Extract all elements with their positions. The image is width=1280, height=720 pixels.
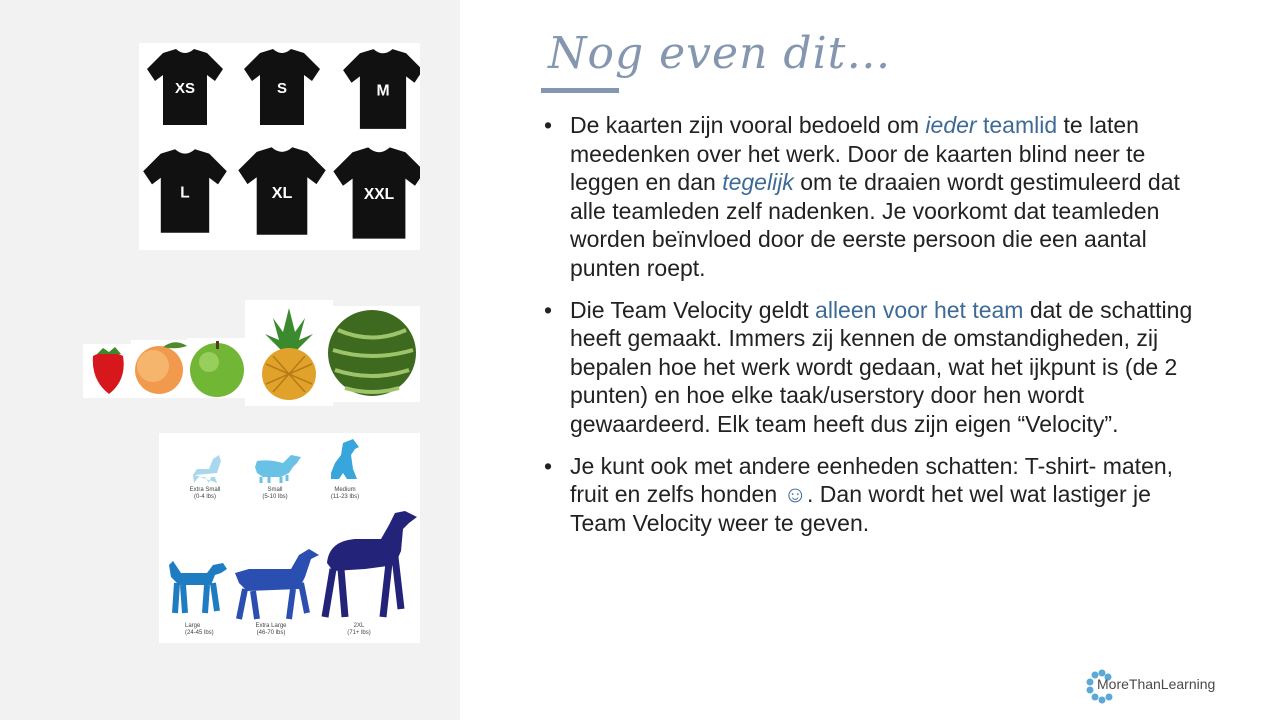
dog-extra-large [235, 549, 319, 636]
fruit-sizes-image [83, 300, 420, 406]
svg-text:(11-23 lbs): (11-23 lbs) [330, 494, 360, 500]
logo-text: MoreThanLearning [1097, 676, 1216, 692]
dog-small [255, 455, 301, 500]
svg-text:Medium: Medium [334, 487, 356, 493]
svg-text:XL: XL [271, 183, 293, 202]
dog-medium [331, 439, 359, 500]
bullet-dot: • [544, 452, 553, 479]
svg-text:Small: Small [267, 487, 283, 493]
svg-text:XS: XS [174, 80, 196, 97]
bullet-dot: • [544, 112, 553, 138]
dog-sizes-image [159, 433, 420, 643]
tshirt-m [343, 49, 420, 129]
bullet-dot: • [544, 296, 553, 323]
svg-text:Extra Small: Extra Small [189, 487, 221, 493]
svg-text:2XL: 2XL [353, 623, 365, 629]
tshirt-xxl [333, 147, 420, 238]
tshirt-l [143, 149, 227, 233]
bullet-list [544, 111, 1209, 550]
watermelon-image [328, 310, 416, 396]
svg-text:(46-70 lbs): (46-70 lbs) [256, 630, 286, 636]
bullet-item-3: • Je kunt ook met andere eenheden schatten: T-shirt- maten, fruit en zelfs honden ☺. Dan wordt het wel wat lastiger je Team Velocity weer te geven. [544, 452, 1174, 536]
dog-extra-small [190, 455, 221, 500]
tshirt-s [244, 49, 320, 125]
dog-large [169, 561, 227, 636]
svg-text:(5-10 lbs): (5-10 lbs) [262, 494, 288, 500]
highlight-alleen-voor-het-team: alleen voor het team [815, 296, 1024, 323]
smiley-icon: ☺ [783, 481, 808, 508]
svg-text:L: L [180, 184, 190, 202]
svg-text:(24-45 lbs): (24-45 lbs) [185, 630, 214, 636]
tshirt-xl [238, 147, 325, 234]
tshirt-xs [147, 49, 223, 125]
svg-text:(0-4 lbs): (0-4 lbs) [193, 494, 217, 500]
svg-text:S: S [276, 80, 288, 97]
svg-text:Extra Large: Extra Large [255, 623, 287, 629]
svg-text:(71+ lbs): (71+ lbs) [347, 630, 371, 636]
bullet-item-2: • Die Team Velocity geldt alleen voor het team dat de schatting heeft gemaakt. Immers zij kennen de omstandigheden, zij bepalen hoe het werk wordt gedaan, wat het ijkpunt is (de 2 punten) en hoe elke taak/userstory door hen wordt gewaardeerd. Elk team heeft dus zijn eigen “Velocity”. [544, 296, 1193, 437]
highlight-teamlid: teamlid [982, 112, 1058, 138]
emphasis-ieder: ieder [925, 112, 977, 138]
title-underline [541, 88, 619, 93]
tshirt-sizes-image [139, 43, 420, 250]
emphasis-tegelijk: tegelijk [722, 169, 794, 196]
svg-text:M: M [376, 82, 390, 100]
bullet-item-1: • De kaarten zijn vooral bedoeld om ieder teamlid te laten meedenken over het werk. Door de kaarten blind neer te leggen en dan tegelijk om te draaien wordt gestimuleerd dat alle teamleden zelf nadenken. Je voorkomt dat teamleden worden beïnvloed door de eerste persoon die een aantal punten roept. [544, 112, 1180, 281]
svg-text:Large: Large [185, 623, 201, 629]
slide-title: Nog even dit… [548, 28, 892, 79]
svg-text:XXL: XXL [363, 186, 395, 203]
dog-2xl [325, 511, 417, 636]
